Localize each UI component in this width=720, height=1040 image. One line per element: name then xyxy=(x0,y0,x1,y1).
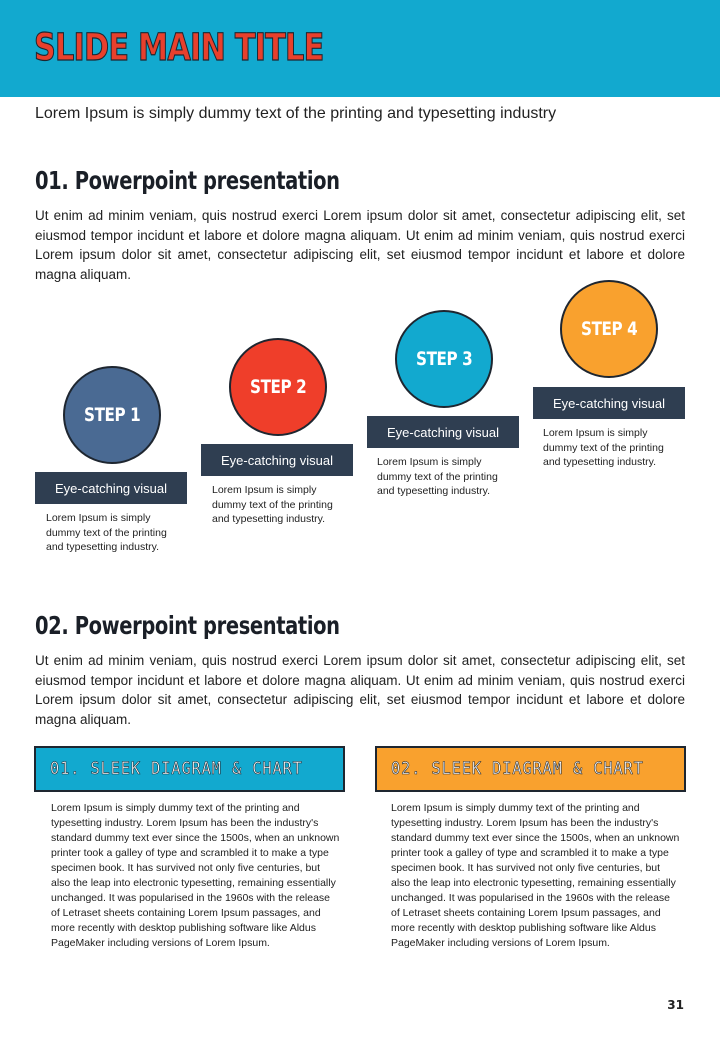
section-1-body: Ut enim ad minim veniam, quis nostrud exerci Lorem ipsum dolor sit amet, consectetur adipiscing elit, set eiusmod tempor incidunt et labore et dolore magna aliquam. Ut enim ad minim veniam, quis nostrud exerci Lorem ipsum dolor sit amet, consectetur adipiscing elit, set eiusmod tempor incidunt et labore et dolore magna aliquam. xyxy=(35,208,685,282)
chart-2-title-box xyxy=(375,746,686,792)
page-number: 31 xyxy=(667,998,684,1012)
chart-1-title-box xyxy=(34,746,345,792)
step-2-text: Lorem Ipsum is simply dummy text of the printing and typesetting industry. xyxy=(212,484,333,525)
step-1-label: STEP 1 xyxy=(83,404,141,426)
step-3-circle xyxy=(395,310,493,408)
step-3-text: Lorem Ipsum is simply dummy text of the printing and typesetting industry. xyxy=(377,456,498,497)
step-2-label: STEP 2 xyxy=(249,376,307,398)
step-1-text: Lorem Ipsum is simply dummy text of the printing and typesetting industry. xyxy=(46,512,167,553)
step-2-caption: Eye-catching visual xyxy=(201,444,353,476)
step-2-circle xyxy=(229,338,327,436)
step-3-caption: Eye-catching visual xyxy=(367,416,519,448)
section-2-heading: 02. Powerpoint presentation xyxy=(35,611,340,640)
slide-main-title: SLIDE MAIN TITLE xyxy=(34,26,324,69)
step-3-label: STEP 3 xyxy=(415,348,473,370)
section-1-heading: 01. Powerpoint presentation xyxy=(35,166,340,195)
chart-2-title: 02. SLEEK DIAGRAM & CHART xyxy=(391,759,644,779)
chart-2-text: Lorem Ipsum is simply dummy text of the printing and typesetting industry. Lorem Ipsum has been the industry's standard dummy text ever since the 1500s, when an unknown printer took a galley of type and scrambled it to make a type specimen book. It has survived not only five centuries, but also the leap into electronic typesetting, remaining essentially unchanged. It was popularised in the 1960s with the release of Letraset sheets containing Lorem Ipsum passages, and more recently with desktop publishing software like Aldus PageMaker including versions of Lorem Ipsum. xyxy=(391,802,680,949)
step-4-caption: Eye-catching visual xyxy=(533,387,685,419)
chart-1-title: 01. SLEEK DIAGRAM & CHART xyxy=(50,759,303,779)
chart-1-text: Lorem Ipsum is simply dummy text of the printing and typesetting industry. Lorem Ipsum has been the industry's standard dummy text ever since the 1500s, when an unknown printer took a galley of type and scrambled it to make a type specimen book. It has survived not only five centuries, but also the leap into electronic typesetting, remaining essentially unchanged. It was popularised in the 1960s with the release of Letraset sheets containing Lorem Ipsum passages, and more recently with desktop publishing software like Aldus PageMaker including versions of Lorem Ipsum. xyxy=(51,802,340,949)
step-4-label: STEP 4 xyxy=(580,318,638,340)
slide-subtitle: Lorem Ipsum is simply dummy text of the printing and typesetting industry xyxy=(35,105,557,122)
step-4-text: Lorem Ipsum is simply dummy text of the printing and typesetting industry. xyxy=(543,427,664,468)
step-1-circle xyxy=(63,366,161,464)
step-4-circle xyxy=(560,280,658,378)
section-2-body: Ut enim ad minim veniam, quis nostrud exerci Lorem ipsum dolor sit amet, consectetur adipiscing elit, set eiusmod tempor incidunt et labore et dolore magna aliquam. Ut enim ad minim veniam, quis nostrud exerci Lorem ipsum dolor sit amet, consectetur adipiscing elit, set eiusmod tempor incidunt et labore et dolore magna aliquam. xyxy=(35,653,685,727)
step-1-caption: Eye-catching visual xyxy=(35,472,187,504)
